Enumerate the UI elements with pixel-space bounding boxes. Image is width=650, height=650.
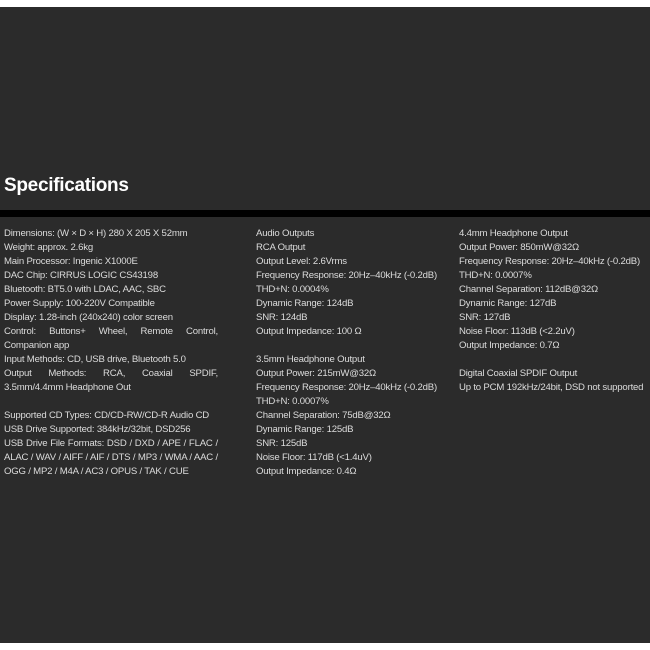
audio-outputs-heading: Audio Outputs bbox=[256, 228, 315, 239]
spec-panel bbox=[0, 7, 650, 643]
spec-usb-drive: USB Drive Supported: 384kHz/32bit, DSD256 bbox=[4, 424, 191, 435]
coax-heading: Digital Coaxial SPDIF Output bbox=[459, 368, 578, 379]
spec-bluetooth: Bluetooth: BT5.0 with LDAC, AAC, SBC bbox=[4, 284, 166, 295]
hp44-thd: THD+N: 0.0007% bbox=[459, 270, 532, 281]
spec-input: Input Methods: CD, USB drive, Bluetooth 5.0 bbox=[4, 354, 186, 365]
spacer bbox=[459, 353, 649, 367]
hp44-separation: Channel Separation: 112dB@32Ω bbox=[459, 284, 598, 295]
general-specs-column bbox=[4, 227, 218, 479]
hp35-snr: SNR: 125dB bbox=[256, 438, 308, 449]
rca-dynamic-range: Dynamic Range: 124dB bbox=[256, 298, 354, 309]
hp35-dynamic-range: Dynamic Range: 125dB bbox=[256, 424, 354, 435]
spec-power: Power Supply: 100-220V Compatible bbox=[4, 298, 155, 309]
audio-outputs-column bbox=[256, 227, 452, 479]
spec-display: Display: 1.28-inch (240x240) color screen bbox=[4, 312, 173, 323]
hp35-thd: THD+N: 0.0007% bbox=[256, 396, 329, 407]
hp44-freq: Frequency Response: 20Hz–40kHz (-0.2dB) bbox=[459, 256, 640, 267]
hp44-power: Output Power: 850mW@32Ω bbox=[459, 242, 580, 253]
hp35-freq: Frequency Response: 20Hz–40kHz (-0.2dB) bbox=[256, 382, 437, 393]
hp35-separation: Channel Separation: 75dB@32Ω bbox=[256, 410, 391, 421]
rca-snr: SNR: 124dB bbox=[256, 312, 308, 323]
spec-processor: Main Processor: Ingenic X1000E bbox=[4, 256, 138, 267]
hp35-impedance: Output Impedance: 0.4Ω bbox=[256, 466, 357, 477]
hp35-power: Output Power: 215mW@32Ω bbox=[256, 368, 377, 379]
rca-freq: Frequency Response: 20Hz–40kHz (-0.2dB) bbox=[256, 270, 437, 281]
hp44-heading: 4.4mm Headphone Output bbox=[459, 228, 568, 239]
rca-heading: RCA Output bbox=[256, 242, 306, 253]
spec-usb-formats: USB Drive File Formats: DSD / DXD / APE / FLAC / ALAC / WAV / AIFF / AIF / DTS / MP3 / WMA / AAC / OGG / MP2 / M4A / AC3 / OPUS / TAK / CUE bbox=[4, 438, 218, 477]
hp44-impedance: Output Impedance: 0.7Ω bbox=[459, 340, 560, 351]
hp35-noise: Noise Floor: 117dB (<1.4uV) bbox=[256, 452, 372, 463]
headphone-digital-column bbox=[459, 227, 649, 395]
spec-control: Control: Buttons+ Wheel, Remote Control, Companion app bbox=[4, 326, 218, 351]
rca-impedance: Output Impedance: 100 Ω bbox=[256, 326, 362, 337]
page-title: Specifications bbox=[4, 175, 129, 196]
spacer bbox=[4, 395, 218, 409]
spec-cd-types: Supported CD Types: CD/CD-RW/CD-R Audio CD bbox=[4, 410, 210, 421]
rca-thd: THD+N: 0.0004% bbox=[256, 284, 329, 295]
hp44-snr: SNR: 127dB bbox=[459, 312, 511, 323]
spec-weight: Weight: approx. 2.6kg bbox=[4, 242, 93, 253]
spec-output: Output Methods: RCA, Coaxial SPDIF, 3.5mm/4.4mm Headphone Out bbox=[4, 368, 218, 393]
hp44-dynamic-range: Dynamic Range: 127dB bbox=[459, 298, 557, 309]
spec-dimensions: Dimensions: (W × D × H) 280 X 205 X 52mm bbox=[4, 228, 188, 239]
spacer bbox=[256, 339, 452, 353]
hp35-heading: 3.5mm Headphone Output bbox=[256, 354, 365, 365]
coax-spec: Up to PCM 192kHz/24bit, DSD not supported bbox=[459, 382, 644, 393]
hp44-noise: Noise Floor: 113dB (<2.2uV) bbox=[459, 326, 575, 337]
divider bbox=[0, 210, 650, 217]
spec-dac: DAC Chip: CIRRUS LOGIC CS43198 bbox=[4, 270, 158, 281]
rca-level: Output Level: 2.6Vrms bbox=[256, 256, 347, 267]
